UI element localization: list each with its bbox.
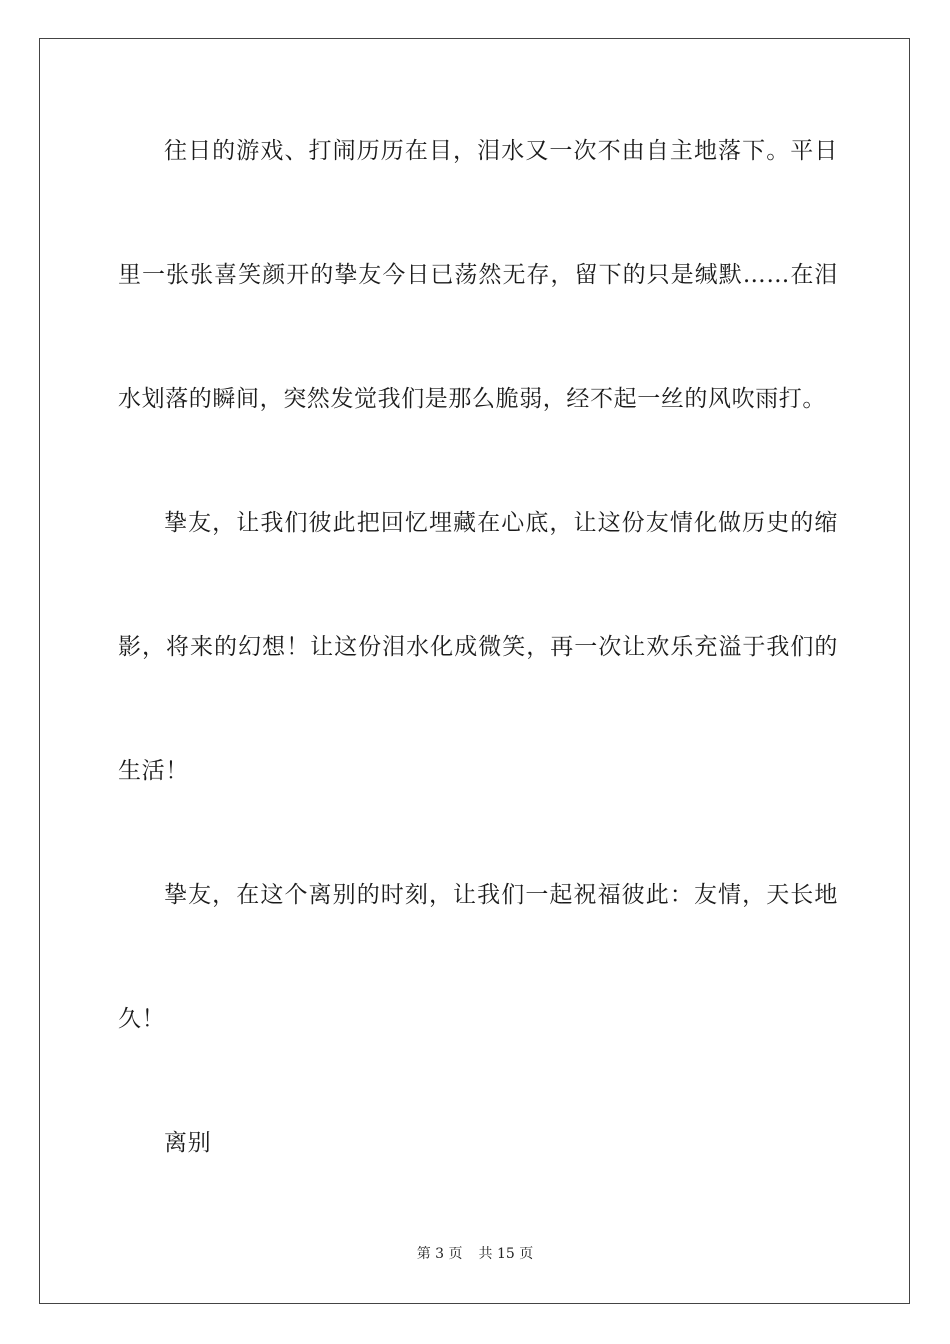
paragraph-line-3: 水划落的瞬间，突然发觉我们是那么脆弱，经不起一丝的风吹雨打。	[118, 386, 826, 412]
page-number: 第 3 页	[416, 1246, 463, 1262]
paragraph-line-4: 挚友，让我们彼此把回忆埋藏在心底，让这份友情化做历史的缩	[164, 510, 838, 536]
paragraph-line-1: 往日的游戏、打闹历历在目，泪水又一次不由自主地落下。平日	[164, 138, 838, 164]
paragraph-line-6: 生活！	[118, 758, 189, 784]
paragraph-line-8: 久！	[118, 1006, 166, 1032]
paragraph-line-7: 挚友，在这个离别的时刻，让我们一起祝福彼此：友情，天长地	[164, 882, 838, 908]
page-total: 共 15 页	[478, 1246, 534, 1262]
page-border	[39, 38, 910, 1304]
section-heading: 离别	[164, 1130, 212, 1156]
paragraph-line-2: 里一张张喜笑颜开的挚友今日已荡然无存，留下的只是缄默……在泪	[118, 262, 838, 288]
paragraph-line-5: 影，将来的幻想！让这份泪水化成微笑，再一次让欢乐充溢于我们的	[118, 634, 838, 660]
page-footer	[0, 1244, 950, 1264]
